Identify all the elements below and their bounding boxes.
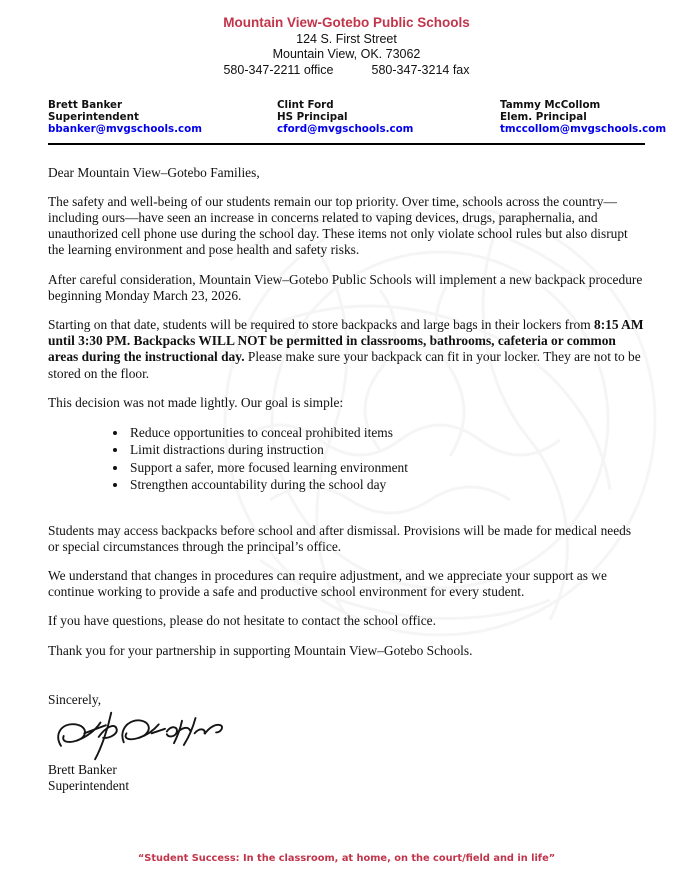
letter-body — [0, 165, 693, 795]
phone-office: 580-347-2211 office — [223, 62, 334, 77]
contact-name: Brett Banker — [48, 98, 123, 111]
signer-name: Brett Banker — [48, 761, 117, 777]
contact-superintendent — [48, 99, 277, 135]
bullet-item: • Limit distractions during instruction — [128, 441, 645, 458]
paragraph-thanks: Thank you for your partnership in supporting Mountain View–Gotebo Schools. — [48, 642, 473, 658]
paragraph-support: We understand that changes in procedures can require adjustment, and we appreciate your support as we continue working to provide a safe and productive school environment for every student. — [48, 567, 607, 600]
paragraph-procedure — [48, 317, 645, 382]
bullet-item: • Support a safer, more focused learning environment — [128, 459, 645, 476]
phone-line — [0, 63, 693, 78]
paragraph-questions: If you have questions, please do not hesitate to contact the school office. — [48, 613, 436, 629]
contact-title: Superintendent — [48, 110, 139, 123]
salutation: Dear Mountain View–Gotebo Families, — [48, 164, 260, 180]
closing: Sincerely, — [48, 691, 102, 707]
phone-fax: 580-347-3214 fax — [371, 62, 470, 77]
contact-hs-principal — [277, 99, 500, 135]
contact-email-link[interactable]: bbanker@mvgschools.com — [48, 122, 202, 135]
procedure-text-post: Please make sure your backpack can fit in your locker. They are not to be stored on the floor. — [48, 349, 641, 381]
contact-name: Clint Ford — [277, 98, 334, 111]
goals-list — [48, 424, 645, 494]
contact-elem-principal — [500, 99, 666, 135]
signature-image — [48, 710, 645, 762]
paragraph-access: Students may access backpacks before school and after dismissal. Provisions will be made for medical needs or special circumstances through the principal’s office. — [48, 522, 632, 554]
bullet-item: • Strengthen accountability during the school day — [128, 476, 645, 493]
procedure-text-pre: Starting on that date, students will be required to store backpacks and large bags in their lockers from — [48, 316, 595, 332]
procedure-text-bold: 8:15 AM until 3:30 PM. Backpacks WILL NOT be permitted in classrooms, bathrooms, cafeteria or common areas during the instructional day. — [48, 316, 644, 365]
contact-title: Elem. Principal — [500, 110, 587, 123]
bullet-item: • Reduce opportunities to conceal prohibited items — [128, 424, 645, 441]
paragraph-safety: The safety and well-being of our students remain our top priority. Over time, schools across the country—including ours—have seen an increase in concerns related to vaping devices, drugs, paraphernalia, and unauthorized cell phone use during the school day. These items not only violate school rules but also disrupt the learning environment and pose health and safety risks. — [48, 193, 628, 258]
contact-email-link[interactable]: cford@mvgschools.com — [277, 122, 414, 135]
header-divider — [48, 143, 645, 145]
letterhead — [0, 0, 693, 78]
paragraph-goals-intro: This decision was not made lightly. Our goal is simple: — [48, 394, 344, 410]
contact-title: HS Principal — [277, 110, 348, 123]
school-name: Mountain View-Gotebo Public Schools — [223, 15, 470, 30]
contact-name: Tammy McCollom — [500, 98, 601, 111]
address-street: 124 S. First Street — [296, 31, 397, 46]
paragraph-announcement: After careful consideration, Mountain View–Gotebo Public Schools will implement a new backpack procedure beginning Monday March 23, 2026. — [48, 271, 643, 303]
address-city: Mountain View, OK. 73062 — [272, 47, 421, 61]
signer-title: Superintendent — [48, 778, 130, 794]
contact-email-link[interactable]: tmccollom@mvgschools.com — [500, 122, 667, 135]
contacts-row — [48, 99, 693, 135]
school-motto: “Student Success: In the classroom, at home, on the court/field and in life” — [137, 853, 556, 864]
